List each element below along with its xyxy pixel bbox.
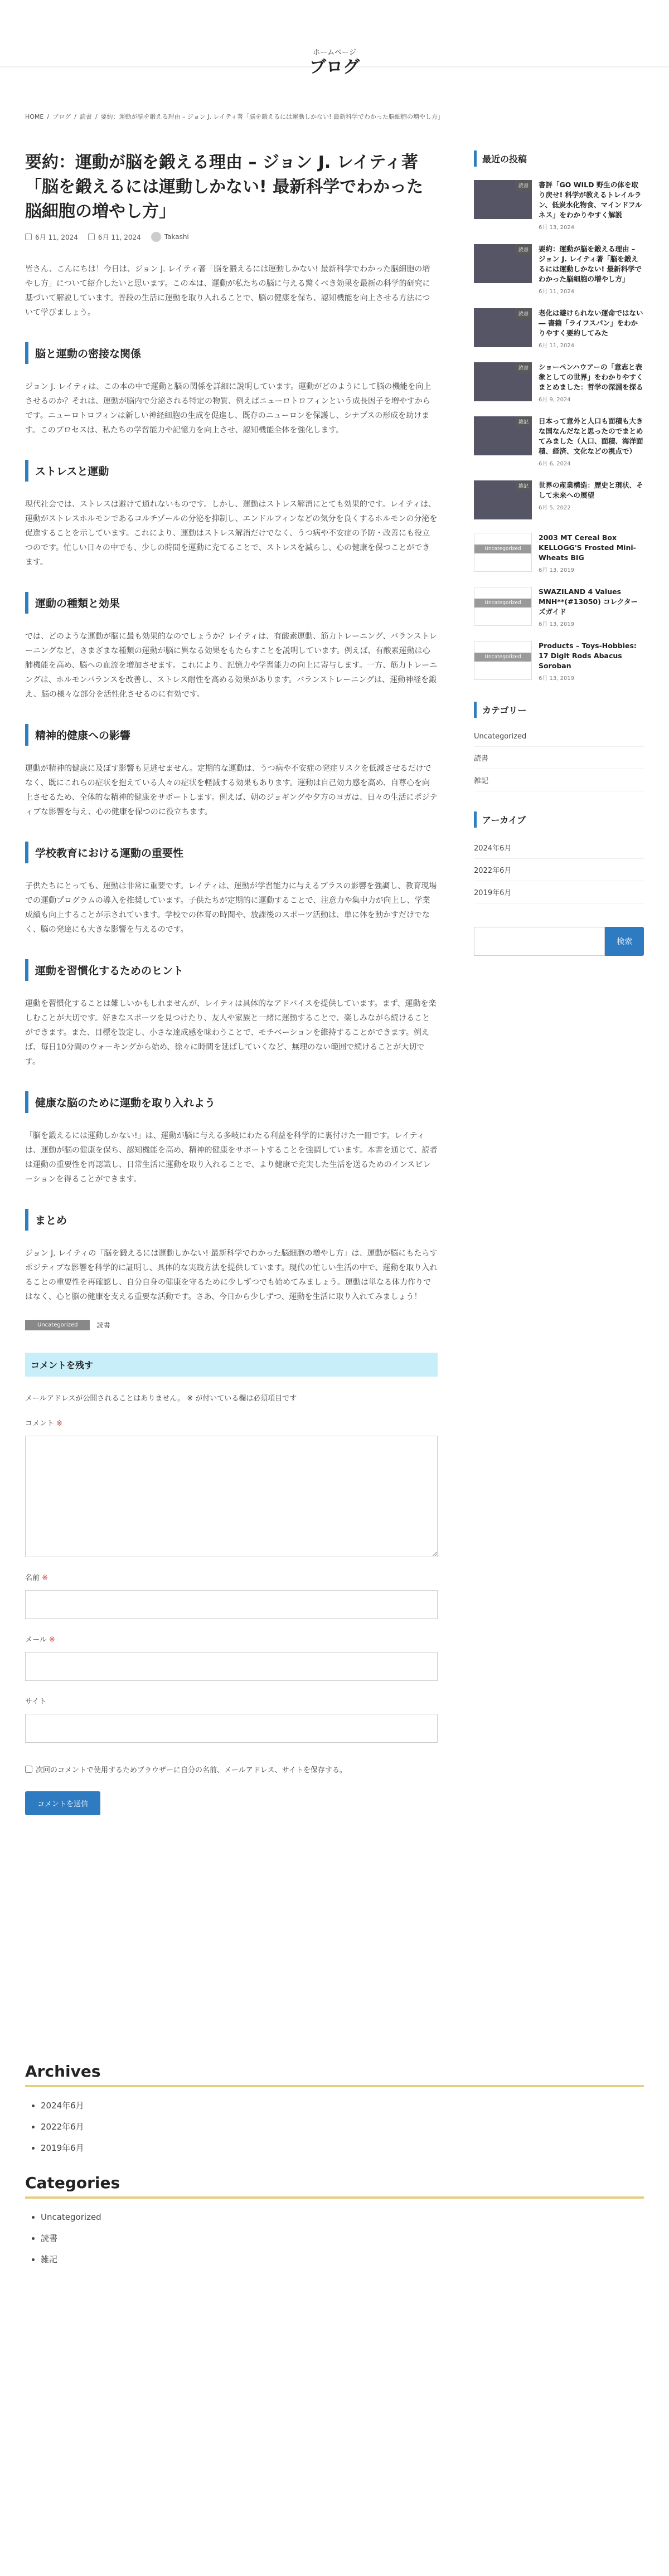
section-heading: ストレスと運動 — [25, 460, 438, 482]
recent-post-date: 6月 13, 2024 — [539, 225, 575, 231]
post-intro: 皆さん、こんにちは！今日は、ジョン J. レイティ著「脳を鍛えるには運動しかない! 最新科学でわかった脳細胞の増やし方」について紹介したいと思います。この本は、運動が私たちの脳に与える驚くべき効果を最新の科学的研究に基づいて解説しています。普段の生活に運動を取り入れることで、脳の健康を保ち、認知機能を向上させる方法について学びましょう。 — [25, 265, 430, 317]
section-body: 運動を習慣化することは難しいかもしれませんが、レイティは具体的なアドバイスを提供しています。まず、運動を楽しむことが大切です。好きなスポーツを見つけたり、友人や家族と一緒に運動することで、楽しみながら続けることができます。また、目標を設定し、小さな達成感を味わうことで、モチベーションを維持することができます。例えば、毎日10分間のウォーキングから始め、徐々に時間を延ばしていくなど、無理のない範囲で続けることが大切です。 — [25, 999, 437, 1066]
post-categories — [25, 1320, 438, 1330]
recent-post-title[interactable]: 世界の産業構造：歴史と現状、そして未来への展望 — [539, 481, 643, 499]
breadcrumb-sep: / — [47, 113, 50, 120]
section — [25, 842, 438, 937]
recent-post-item[interactable] — [474, 416, 644, 467]
site-label-text: サイト — [25, 1698, 47, 1706]
recent-post-text — [539, 480, 644, 519]
name-field[interactable] — [25, 1590, 438, 1619]
section-heading: 学校教育における運動の重要性 — [25, 842, 438, 863]
section-body: 「脳を鍛えるには運動しかない!」は、運動が脳に与える多岐にわたる利益を科学的に裏付けた一冊です。レイティは、運動が脳の健康を保ち、認知機能を高め、精神的健康をサポートすることを強調しています。本書を通じて、読者は運動の重要性を再認識し、日常生活に運動を取り入れることで、より健康で充実した生活を送るためのインスピレーションを得ることができます。 — [25, 1131, 438, 1184]
site-label — [25, 1695, 438, 1706]
sidebar-category-item[interactable]: 読書 — [474, 747, 644, 769]
sidebar-category-item[interactable]: 雑記 — [474, 769, 644, 791]
post-thumbnail[interactable] — [474, 533, 532, 572]
main-content — [25, 150, 438, 1815]
thumbnail-category-tag: 読書 — [515, 180, 532, 191]
recent-post-title[interactable]: 書評「GO WILD 野生の体を取り戻せ! 科学が教えるトレイルラン、低炭水化物食、マインドフルネス」をわかりやすく解説 — [539, 181, 642, 219]
author-name[interactable]: Takashi — [164, 233, 189, 241]
comment-heading: コメントを残す — [25, 1353, 438, 1377]
recent-post-text — [539, 362, 644, 403]
search-widget — [474, 927, 644, 956]
section — [25, 724, 438, 819]
sidebar — [474, 150, 644, 956]
recent-post-title[interactable]: 2003 MT Cereal Box KELLOGG'S Frosted Mini-Wheats BIG — [539, 533, 636, 562]
home-link[interactable]: ホームページ — [313, 48, 356, 57]
archive-heading: アーカイブ — [474, 811, 644, 828]
comment-textarea[interactable] — [25, 1436, 438, 1557]
recent-post-item[interactable] — [474, 308, 644, 349]
footer-category-item[interactable]: • 雑記 — [41, 2249, 644, 2270]
sidebar-archive-item[interactable]: 2019年6月 — [474, 881, 644, 903]
section-body: 現代社会では、ストレスは避けて通れないものです。しかし、運動はストレス解消にとても効果的です。レイティは、運動がストレスホルモンであるコルチゾールの分泌を抑制し、エンドルフィンなどの気分を良くするホルモンの分泌を促進することを示しています。これにより、運動はストレス解消だけでなく、うつ病や不安症の予防・改善にも役立つのです。忙しい日々の中でも、少しの時間を運動に充てることで、ストレスを減らし、心の健康を保つことができます。 — [25, 500, 438, 567]
footer-archive-item[interactable]: • 2024年6月 — [41, 2095, 644, 2116]
thumbnail-category-tag: 読書 — [515, 308, 532, 319]
recent-post-text — [539, 308, 644, 349]
avatar — [151, 232, 161, 242]
breadcrumb-sep: / — [74, 113, 76, 120]
comment-note: メールアドレスが公開されることはありません。 ※ が付いている欄は必須項目です — [25, 1394, 297, 1403]
section-heading: 健康な脳のために運動を取り入れよう — [25, 1091, 438, 1113]
recent-post-date: 6月 9, 2024 — [539, 397, 571, 403]
recent-post-text — [539, 416, 644, 467]
recent-post-item[interactable] — [474, 244, 644, 295]
recent-post-date: 6月 11, 2024 — [539, 289, 575, 295]
calendar-icon — [25, 234, 32, 240]
sidebar-archive-item[interactable]: 2022年6月 — [474, 859, 644, 881]
sidebar-archive-item[interactable]: 2024年6月 — [474, 837, 644, 859]
recent-post-text — [539, 587, 644, 628]
author[interactable] — [151, 232, 189, 242]
email-label — [25, 1634, 438, 1644]
section-body: では、どのような運動が脳に最も効果的なのでしょうか？レイティは、有酸素運動、筋力トレーニング、バランストレーニングなど、さまざまな種類の運動が脳に異なる効果をもたらすことを説明しています。例えば、有酸素運動は心肺機能を高め、脳への血流を増加させます。これにより、記憶力や学習能力の向上に寄与します。一方、筋力トレーニングは、ホルモンバランスを改善し、ストレス耐性を高める効果があります。バランストレーニングは、運動神経を鍛え、脳の様々な部分を活性化させるのに有効です。 — [25, 632, 438, 699]
section — [25, 460, 438, 570]
post-thumbnail[interactable] — [474, 587, 532, 626]
recent-post-date: 6月 13, 2019 — [539, 567, 575, 573]
footer-category-item[interactable]: • 読書 — [41, 2228, 644, 2249]
category-badge[interactable]: Uncategorized — [25, 1320, 90, 1330]
section-body: ジョン J. レイティの「脳を鍛えるには運動しかない! 最新科学でわかった脳細胞の増やし方」は、運動が脳にもたらすポジティブな影響を科学的に証明し、具体的な実践方法を提供しています。現代の忙しい生活の中で、運動を取り入れることの重要性を再確認し、自分自身の健康を守るために少しずつでも始めてみましょう。運動は単なる体力作りではなく、心と脳の健康を支える重要な活動です。さあ、今日から少しずつ、運動を生活に取り入れてみましょう！ — [25, 1249, 438, 1301]
section-heading: 運動の種類と効果 — [25, 592, 438, 614]
updated-date-text: 6月 11, 2024 — [98, 233, 141, 241]
breadcrumb-blog[interactable]: ブログ — [52, 113, 71, 120]
thumbnail-category-tag: 雑記 — [515, 416, 532, 427]
thumbnail-category-tag: Uncategorized — [474, 599, 531, 607]
post-thumbnail[interactable] — [474, 641, 532, 680]
post-thumbnail[interactable] — [474, 244, 532, 283]
footer-archive-item[interactable]: • 2019年6月 — [41, 2137, 644, 2159]
post-thumbnail[interactable] — [474, 362, 532, 401]
name-label-text: 名前 — [25, 1574, 40, 1582]
post-thumbnail[interactable] — [474, 308, 532, 347]
recent-post-item[interactable] — [474, 641, 644, 682]
recent-post-title[interactable]: ショーペンハウアーの「意志と表象としての世界」をわかりやすくまとめました：哲学の深淵を探る — [539, 363, 643, 391]
section — [25, 959, 438, 1069]
section-body: 運動が精神的健康に及ぼす影響も見逃せません。定期的な運動は、うつ病や不安症の発症リスクを低減させるだけでなく、既にこれらの症状を抱えている人々の症状を軽減する効果もあります。運動は自己効力感を高め、自尊心を向上させるため、全体的な精神的健康をサポートします。例えば、朝のジョギングや夕方のヨガは、日々の生活にポジティブな影響を与え、心の健康を保つのに役立ちます。 — [25, 764, 438, 816]
required-mark: ※ — [49, 1636, 55, 1644]
required-mark: ※ — [56, 1420, 63, 1428]
recent-post-text — [539, 180, 644, 231]
recent-post-title[interactable]: SWAZILAND 4 Values MNH**(#13050) コレクターズガイド — [539, 587, 638, 616]
save-info-row — [25, 1764, 438, 1775]
section — [25, 342, 438, 438]
category-link[interactable]: 読書 — [96, 1321, 110, 1329]
recent-post-text — [539, 533, 644, 573]
recent-post-date: 6月 13, 2019 — [539, 675, 575, 682]
section-body: ジョン J. レイティは、この本の中で運動と脳の関係を詳細に説明しています。運動がどのようにして脳の機能を向上させるのか？それは、運動が脳内で分泌される特定の物質、例えばニューロトロフィンという成長因子を増やすからです。ニューロトロフィンは新しい神経細胞の生成を促進し、既存のニューロンを保護し、シナプスの形成を助けます。このプロセスは、私たちの学習能力や記憶力を向上させ、認知機能全体を強化します。 — [25, 382, 432, 435]
thumbnail-category-tag: Uncategorized — [474, 653, 531, 662]
thumbnail-category-tag: 読書 — [515, 244, 532, 255]
breadcrumb — [25, 112, 649, 121]
recent-post-date: 6月 5, 2022 — [539, 505, 571, 511]
footer-archives — [25, 2062, 644, 2159]
post-meta — [25, 232, 438, 242]
breadcrumb-category[interactable]: 読書 — [79, 113, 92, 120]
refresh-icon — [88, 234, 95, 240]
recent-post-date: 6月 13, 2019 — [539, 621, 575, 628]
category-heading: カテゴリー — [474, 702, 644, 718]
recent-post-item[interactable] — [474, 362, 644, 403]
search-button[interactable]: 検索 — [605, 927, 644, 956]
section-heading: 運動を習慣化するためのヒント — [25, 959, 438, 981]
section-heading: 脳と運動の密接な関係 — [25, 342, 438, 364]
section-heading: 精神的健康への影響 — [25, 724, 438, 746]
breadcrumb-home[interactable]: HOME — [25, 113, 44, 120]
recent-post-item[interactable] — [474, 533, 644, 573]
site-field[interactable] — [25, 1714, 438, 1743]
footer-categories — [25, 2174, 644, 2270]
recent-posts-list — [474, 180, 644, 682]
section — [25, 1091, 438, 1187]
site-header — [0, 0, 669, 77]
post-title: 要約：運動が脳を鍛える理由 – ジョン J. レイティ著「脳を鍛えるには運動しかない! 最新科学でわかった脳細胞の増やし方」 — [25, 153, 424, 221]
breadcrumb-sep: / — [95, 113, 98, 120]
submit-comment-button[interactable]: コメントを送信 — [25, 1791, 100, 1815]
recent-post-title[interactable]: Products – Toys-Hobbies: 17 Digit Rods Abacus Soroban — [539, 641, 637, 670]
save-info-checkbox[interactable] — [25, 1766, 32, 1773]
recent-post-date: 6月 6, 2024 — [539, 461, 571, 467]
recent-post-title[interactable]: 老化は避けられない運命ではない ― 書籍「ライフスパン」をわかりやすく要約してみた — [539, 309, 643, 337]
thumbnail-category-tag: Uncategorized — [474, 545, 531, 553]
comment-label-text: コメント — [25, 1420, 55, 1428]
post-thumbnail[interactable] — [474, 180, 532, 219]
recent-post-item[interactable] — [474, 480, 644, 519]
recent-post-text — [539, 641, 644, 682]
published-date — [25, 232, 78, 242]
required-mark: ※ — [42, 1574, 49, 1582]
breadcrumb-current: 要約：運動が脳を鍛える理由 – ジョン J. レイティ著「脳を鍛えるには運動しかない! 最新科学でわかった脳細胞の増やし方」 — [100, 113, 444, 120]
section — [25, 592, 438, 702]
section-heading: まとめ — [25, 1209, 438, 1231]
recent-post-text — [539, 244, 644, 295]
recent-post-date: 6月 11, 2024 — [539, 343, 575, 349]
recent-post-title[interactable]: 要約：運動が脳を鍛える理由 – ジョン J. レイティ著「脳を鍛えるには運動しかない! 最新科学でわかった脳細胞の増やし方」 — [539, 245, 642, 283]
comment-form — [25, 1353, 438, 1815]
thumbnail-category-tag: 雑記 — [515, 480, 532, 491]
category-widget — [474, 702, 644, 791]
name-label — [25, 1572, 438, 1582]
email-label-text: メール — [25, 1636, 47, 1644]
recent-post-item[interactable] — [474, 180, 644, 231]
recent-post-item[interactable] — [474, 587, 644, 628]
recent-post-title[interactable]: 日本って意外と人口も面積も大きな国なんだなと思ったのでまとめてみました（人口、面積、海洋面積、経済、文化などの視点で） — [539, 417, 643, 455]
save-info-label[interactable]: 次回のコメントで使用するためブラウザーに自分の名前、メールアドレス、サイトを保存する。 — [36, 1766, 347, 1775]
thumbnail-category-tag: 読書 — [515, 362, 532, 373]
post-thumbnail[interactable] — [474, 480, 532, 519]
search-input[interactable] — [474, 927, 605, 956]
section — [25, 1209, 438, 1304]
comment-label — [25, 1417, 438, 1428]
site-title[interactable]: ブログ — [309, 57, 360, 77]
post-thumbnail[interactable] — [474, 416, 532, 455]
published-date-text: 6月 11, 2024 — [35, 233, 78, 241]
updated-date — [88, 232, 141, 242]
section-body: 子供たちにとっても、運動は非常に重要です。レイティは、運動が学習能力に与えるプラスの影響を強調し、教育現場での運動プログラムの導入を推奨しています。子供たちが定期的に運動することで、注意力や集中力が向上し、学業成績も向上することが示されています。学校での体育の時間や、放課後のスポーツ活動は、単に体を動かすだけでなく、脳の発達にも大きな影響を与えるのです。 — [25, 882, 437, 934]
footer-category-item[interactable]: • Uncategorized — [41, 2206, 644, 2228]
archive-widget — [474, 811, 644, 903]
recent-posts-heading: 最近の投稿 — [474, 150, 644, 167]
footer-archives-heading: Archives — [25, 2062, 644, 2087]
email-field[interactable] — [25, 1652, 438, 1681]
sidebar-category-item[interactable]: Uncategorized — [474, 727, 644, 747]
footer-categories-heading: Categories — [25, 2174, 644, 2199]
footer-archive-item[interactable]: • 2022年6月 — [41, 2116, 644, 2137]
